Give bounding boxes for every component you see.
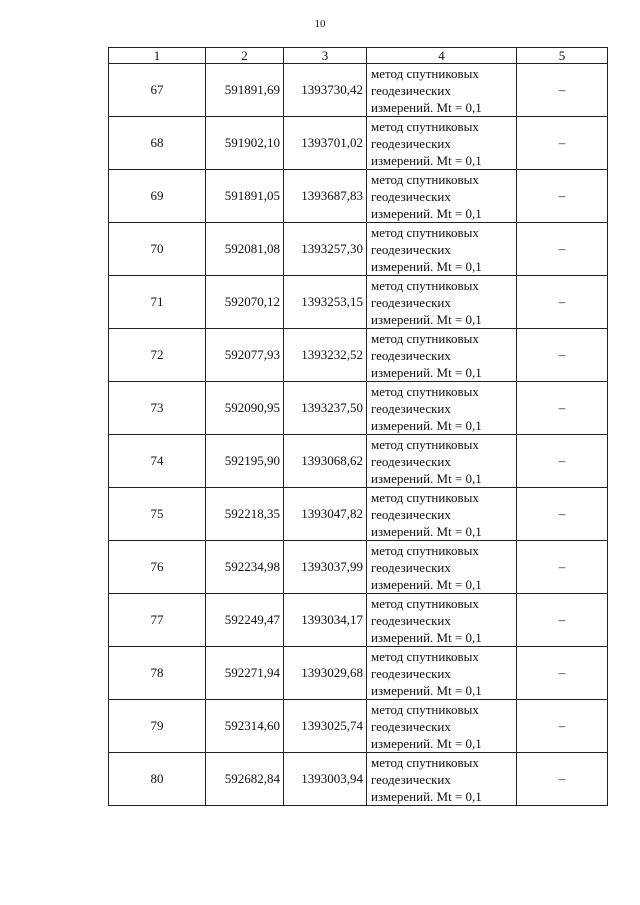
table-row xyxy=(109,541,608,594)
x-coordinate-cell: 591891,05 xyxy=(206,170,284,223)
note-cell: – xyxy=(517,594,608,647)
method-line: метод спутниковых xyxy=(371,489,479,505)
method-cell xyxy=(367,594,517,647)
note-cell: – xyxy=(517,64,608,117)
y-coordinate-cell: 1393237,50 xyxy=(284,382,367,435)
x-coordinate-cell: 592271,94 xyxy=(206,647,284,700)
x-coordinate-cell: 592234,98 xyxy=(206,541,284,594)
table-row xyxy=(109,64,608,117)
table-row xyxy=(109,276,608,329)
method-line: геодезических xyxy=(371,294,451,310)
method-line: геодезических xyxy=(371,400,451,416)
method-cell xyxy=(367,117,517,170)
table-row xyxy=(109,700,608,753)
method-line: измерений. Mt = 0,1 xyxy=(371,576,482,592)
method-cell xyxy=(367,647,517,700)
point-number-cell: 73 xyxy=(109,382,206,435)
table-row xyxy=(109,329,608,382)
note-cell: – xyxy=(517,276,608,329)
y-coordinate-cell: 1393257,30 xyxy=(284,223,367,276)
note-cell: – xyxy=(517,223,608,276)
x-coordinate-cell: 591902,10 xyxy=(206,117,284,170)
point-number-cell: 76 xyxy=(109,541,206,594)
y-coordinate-cell: 1393687,83 xyxy=(284,170,367,223)
method-line: геодезических xyxy=(371,771,451,787)
y-coordinate-cell: 1393003,94 xyxy=(284,753,367,806)
header-cell: 5 xyxy=(517,48,608,64)
method-line: метод спутниковых xyxy=(371,648,479,664)
point-number-cell: 72 xyxy=(109,329,206,382)
method-line: измерений. Mt = 0,1 xyxy=(371,364,482,380)
note-cell: – xyxy=(517,435,608,488)
method-cell xyxy=(367,329,517,382)
method-cell xyxy=(367,170,517,223)
x-coordinate-cell: 592195,90 xyxy=(206,435,284,488)
point-number-cell: 70 xyxy=(109,223,206,276)
method-line: метод спутниковых xyxy=(371,330,479,346)
method-line: измерений. Mt = 0,1 xyxy=(371,629,482,645)
y-coordinate-cell: 1393232,52 xyxy=(284,329,367,382)
method-line: геодезических xyxy=(371,612,451,628)
method-line: метод спутниковых xyxy=(371,595,479,611)
x-coordinate-cell: 592682,84 xyxy=(206,753,284,806)
x-coordinate-cell: 592314,60 xyxy=(206,700,284,753)
method-line: измерений. Mt = 0,1 xyxy=(371,417,482,433)
table-row xyxy=(109,594,608,647)
y-coordinate-cell: 1393034,17 xyxy=(284,594,367,647)
y-coordinate-cell: 1393037,99 xyxy=(284,541,367,594)
method-line: геодезических xyxy=(371,241,451,257)
table-row xyxy=(109,488,608,541)
method-line: измерений. Mt = 0,1 xyxy=(371,682,482,698)
method-line: измерений. Mt = 0,1 xyxy=(371,311,482,327)
point-number-cell: 80 xyxy=(109,753,206,806)
method-line: измерений. Mt = 0,1 xyxy=(371,523,482,539)
method-line: геодезических xyxy=(371,559,451,575)
header-cell: 1 xyxy=(109,48,206,64)
method-line: геодезических xyxy=(371,188,451,204)
y-coordinate-cell: 1393253,15 xyxy=(284,276,367,329)
point-number-cell: 69 xyxy=(109,170,206,223)
method-line: геодезических xyxy=(371,665,451,681)
table-row xyxy=(109,382,608,435)
table-row xyxy=(109,647,608,700)
method-cell xyxy=(367,276,517,329)
method-line: геодезических xyxy=(371,347,451,363)
method-line: измерений. Mt = 0,1 xyxy=(371,258,482,274)
method-line: метод спутниковых xyxy=(371,383,479,399)
note-cell: – xyxy=(517,170,608,223)
method-cell xyxy=(367,753,517,806)
page-number: 10 xyxy=(314,18,326,30)
x-coordinate-cell: 592081,08 xyxy=(206,223,284,276)
point-number-cell: 67 xyxy=(109,64,206,117)
x-coordinate-cell: 592070,12 xyxy=(206,276,284,329)
method-line: метод спутниковых xyxy=(371,542,479,558)
x-coordinate-cell: 591891,69 xyxy=(206,64,284,117)
method-line: измерений. Mt = 0,1 xyxy=(371,788,482,804)
header-cell: 4 xyxy=(367,48,517,64)
y-coordinate-cell: 1393730,42 xyxy=(284,64,367,117)
y-coordinate-cell: 1393701,02 xyxy=(284,117,367,170)
method-line: измерений. Mt = 0,1 xyxy=(371,99,482,115)
method-cell xyxy=(367,382,517,435)
point-number-cell: 68 xyxy=(109,117,206,170)
method-cell xyxy=(367,64,517,117)
method-line: геодезических xyxy=(371,506,451,522)
method-line: измерений. Mt = 0,1 xyxy=(371,735,482,751)
coordinates-table xyxy=(108,47,608,806)
y-coordinate-cell: 1393029,68 xyxy=(284,647,367,700)
method-line: метод спутниковых xyxy=(371,436,479,452)
method-line: метод спутниковых xyxy=(371,65,479,81)
note-cell: – xyxy=(517,117,608,170)
table-header-row xyxy=(109,48,608,64)
table-row xyxy=(109,223,608,276)
method-cell xyxy=(367,488,517,541)
table-row xyxy=(109,170,608,223)
method-cell xyxy=(367,435,517,488)
note-cell: – xyxy=(517,329,608,382)
header-cell: 3 xyxy=(284,48,367,64)
method-line: метод спутниковых xyxy=(371,224,479,240)
y-coordinate-cell: 1393047,82 xyxy=(284,488,367,541)
note-cell: – xyxy=(517,753,608,806)
point-number-cell: 79 xyxy=(109,700,206,753)
point-number-cell: 77 xyxy=(109,594,206,647)
method-cell xyxy=(367,700,517,753)
method-line: метод спутниковых xyxy=(371,277,479,293)
method-cell xyxy=(367,223,517,276)
method-line: измерений. Mt = 0,1 xyxy=(371,205,482,221)
method-line: измерений. Mt = 0,1 xyxy=(371,152,482,168)
y-coordinate-cell: 1393068,62 xyxy=(284,435,367,488)
x-coordinate-cell: 592218,35 xyxy=(206,488,284,541)
point-number-cell: 71 xyxy=(109,276,206,329)
y-coordinate-cell: 1393025,74 xyxy=(284,700,367,753)
method-line: геодезических xyxy=(371,82,451,98)
note-cell: – xyxy=(517,647,608,700)
point-number-cell: 78 xyxy=(109,647,206,700)
header-cell: 2 xyxy=(206,48,284,64)
method-line: метод спутниковых xyxy=(371,171,479,187)
note-cell: – xyxy=(517,541,608,594)
method-cell xyxy=(367,541,517,594)
method-line: метод спутниковых xyxy=(371,118,479,134)
method-line: геодезических xyxy=(371,718,451,734)
note-cell: – xyxy=(517,488,608,541)
method-line: измерений. Mt = 0,1 xyxy=(371,470,482,486)
note-cell: – xyxy=(517,382,608,435)
x-coordinate-cell: 592090,95 xyxy=(206,382,284,435)
method-line: метод спутниковых xyxy=(371,701,479,717)
table-row xyxy=(109,117,608,170)
table-row xyxy=(109,753,608,806)
x-coordinate-cell: 592249,47 xyxy=(206,594,284,647)
table-row xyxy=(109,435,608,488)
method-line: геодезических xyxy=(371,135,451,151)
method-line: метод спутниковых xyxy=(371,754,479,770)
point-number-cell: 74 xyxy=(109,435,206,488)
point-number-cell: 75 xyxy=(109,488,206,541)
x-coordinate-cell: 592077,93 xyxy=(206,329,284,382)
note-cell: – xyxy=(517,700,608,753)
method-line: геодезических xyxy=(371,453,451,469)
